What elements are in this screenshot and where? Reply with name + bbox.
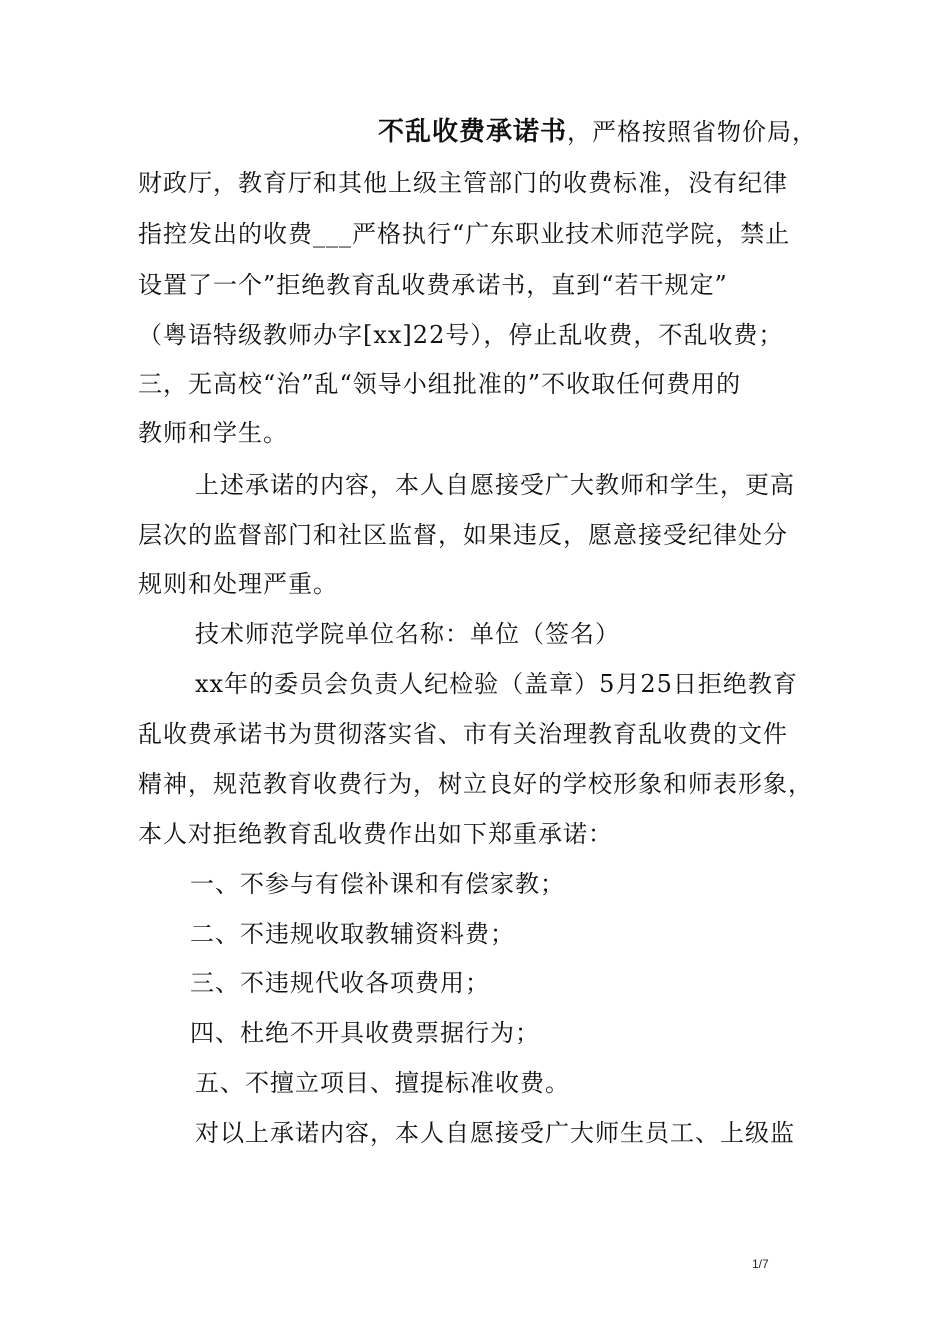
body-line: （粤语特级教师办字[xx]22号），停止乱收费，不乱收费； xyxy=(138,321,784,349)
title-line xyxy=(378,117,817,147)
body-line: 教师和学生。 xyxy=(138,419,288,447)
body-line: 本人对拒绝教育乱收费作出如下郑重承诺： xyxy=(138,820,613,848)
list-item: 五、不擅立项目、擅提标准收费。 xyxy=(195,1069,570,1097)
list-item: 二、不违规收取教辅资料费； xyxy=(190,920,515,948)
page-number: 1/7 xyxy=(752,1257,769,1271)
list-item: 三、不违规代收各项费用； xyxy=(190,969,490,997)
body-line: 指控发出的收费___严格执行“广东职业技术师范学院，禁止 xyxy=(138,220,791,248)
document-title: 不乱收费承诺书 xyxy=(378,117,568,147)
paragraph-start-line: xx年的委员会负责人纪检验（盖章）5月25日拒绝教育 xyxy=(195,670,798,698)
body-line: 精神，规范教育收费行为，树立良好的学校形象和师表形象， xyxy=(138,770,813,798)
body-line: 规则和处理严重。 xyxy=(138,570,338,598)
paragraph-start-line: 上述承诺的内容，本人自愿接受广大教师和学生，更高 xyxy=(195,471,795,499)
list-item: 一、不参与有偿补课和有偿家教； xyxy=(190,870,565,898)
signature-line: 技术师范学院单位名称：单位（签名） xyxy=(195,620,620,648)
body-line: 设置了一个”拒绝教育乱收费承诺书，直到“若干规定” xyxy=(138,271,728,299)
body-line: 乱收费承诺书为贯彻落实省、市有关治理教育乱收费的文件 xyxy=(138,720,788,748)
body-line: 财政厅，教育厅和其他上级主管部门的收费标准，没有纪律 xyxy=(138,169,788,197)
list-item: 四、杜绝不开具收费票据行为； xyxy=(190,1019,540,1047)
body-line: 层次的监督部门和社区监督，如果违反，愿意接受纪律处分 xyxy=(138,521,788,549)
body-line: 三，无高校“治”乱“领导小组批准的”不收取任何费用的 xyxy=(138,370,742,398)
title-line-continuation: ，严格按照省物价局， xyxy=(567,118,818,146)
paragraph-start-line: 对以上承诺内容，本人自愿接受广大师生员工、上级监 xyxy=(195,1119,795,1147)
